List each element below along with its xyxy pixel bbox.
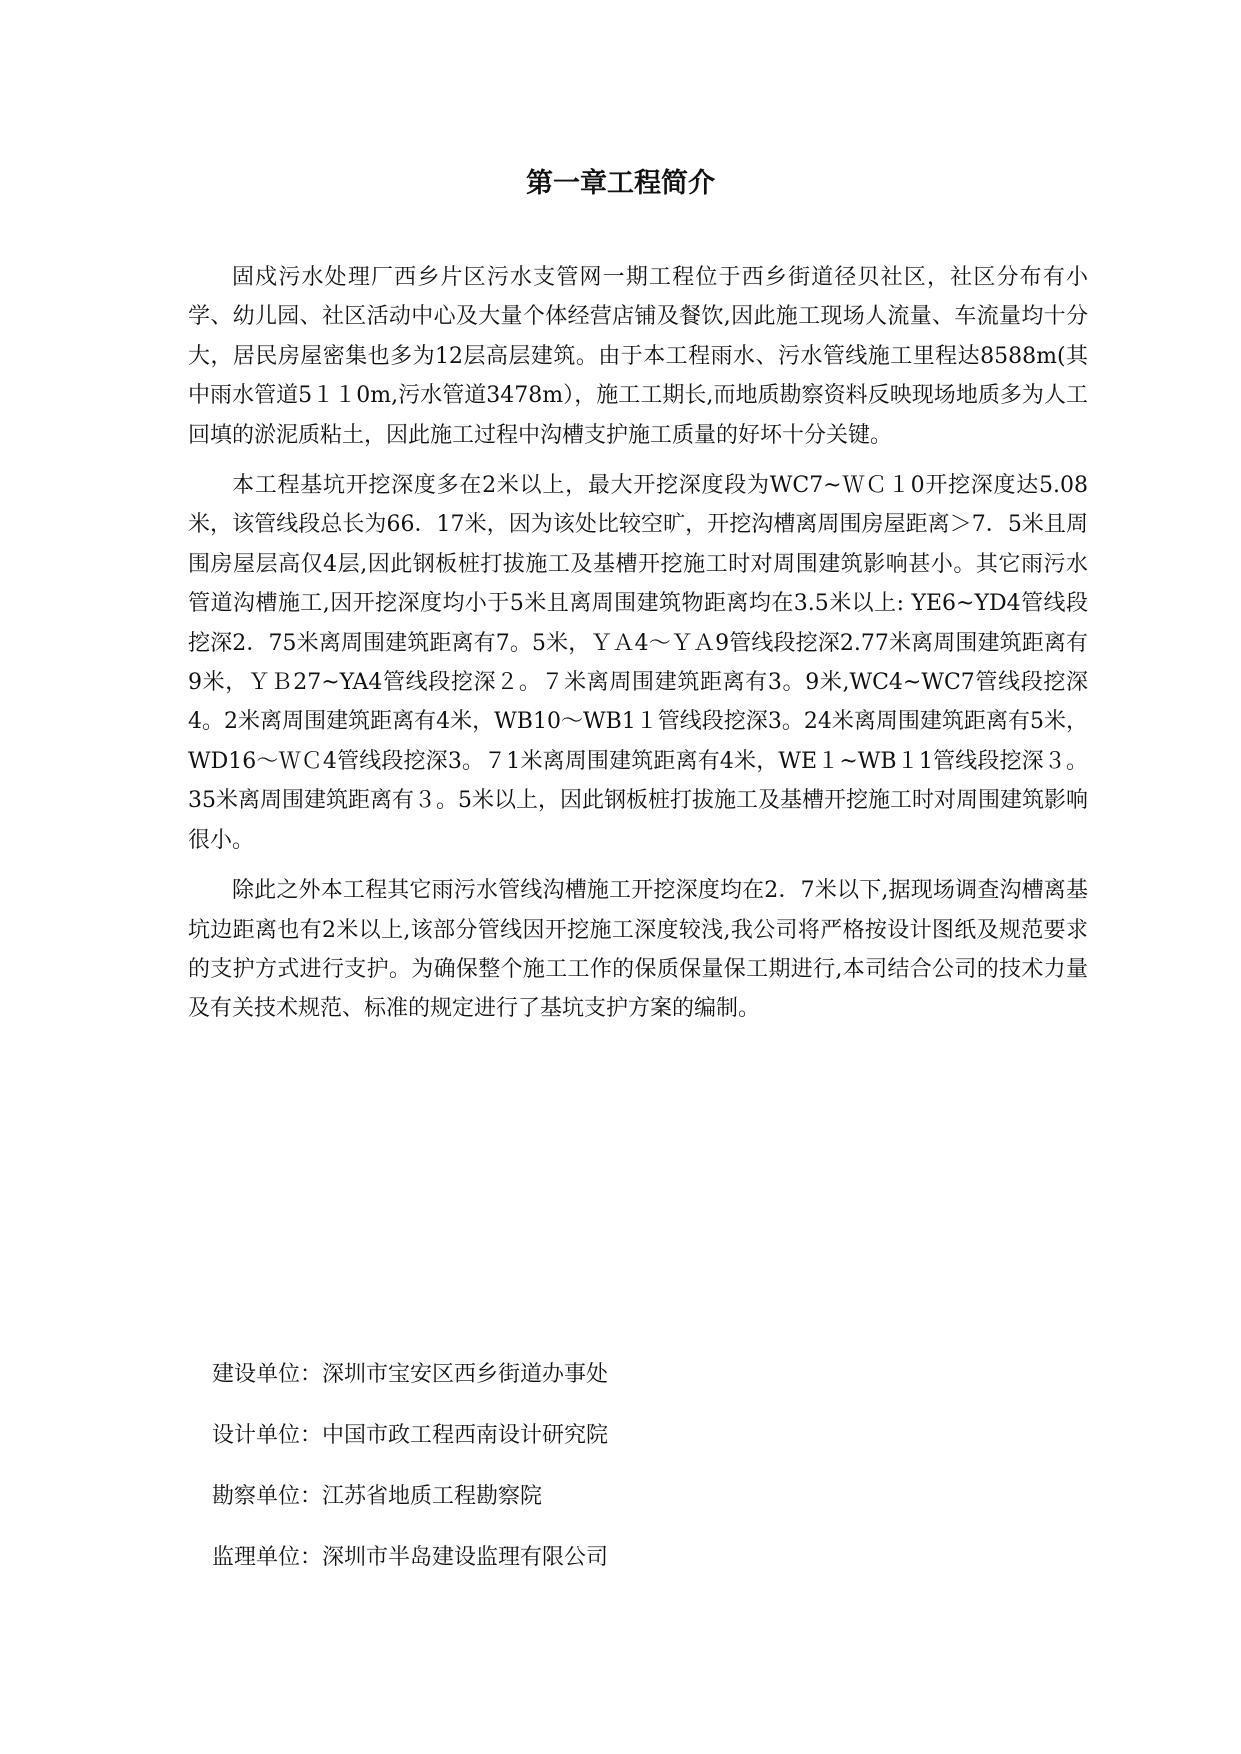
design-unit: 设计单位：中国市政工程西南设计研究院	[212, 1423, 609, 1448]
paragraph-support-plan: 除此之外本工程其它雨污水管线沟槽施工开挖深度均在2．7米以下,据现场调查沟槽离基坑边距离也有2米以上,该部分管线因开挖施工深度较浅,我公司将严格按设计图纸及规范要求的支护方式进行支护。为确保整个施工工作的保质保量保工期进行,本司结合公司的技术力量及有关技术规范、标准的规定进行了基坑支护方案的编制。	[188, 878, 1088, 1022]
body-text	[188, 258, 1088, 1029]
paragraph-project-location: 固戍污水处理厂西乡片区污水支管网一期工程位于西乡街道径贝社区，社区分布有小学、幼儿园、社区活动中心及大量个体经营店铺及餐饮,因此施工现场人流量、车流量均十分大，居民房屋密集也多为12层高层建筑。由于本工程雨水、污水管线施工里程达8588m(其中雨水管道5１１0m,污水管道3478m），施工工期长,而地质勘察资料反映现场地质多为人工回填的淤泥质粘土，因此施工过程中沟槽支护施工质量的好坏十分关键。	[188, 265, 1088, 448]
chapter-title: 第一章工程简介	[526, 168, 715, 199]
paragraph-excavation-depth: 本工程基坑开挖深度多在2米以上，最大开挖深度段为WC7~ＷＣ１0开挖深度达5.08米，该管线段总长为66．17米，因为该处比较空旷，开挖沟槽离周围房屋距离＞7．5米且周围房屋层高仅4层,因此钢板桩打拔施工及基槽开挖施工时对周围建筑影响甚小。其它雨污水管道沟槽施工,因开挖深度均小于5米且离周围建筑物距离均在3.5米以上: YE6~YD4管线段挖深2．75米离周围建筑距离有7。5米，ＹＡ4～ＹＡ9管线段挖深2.77米离周围建筑距离有9米，ＹＢ27~YA4管线段挖深２。７米离周围建筑距离有3。9米,WC4~WC7管线段挖深4。2米离周围建筑距离有4米，WB10～WB1１管线段挖深3。24米离周围建筑距离有5米，WD16～ＷＣ4管线段挖深3。７1米离周围建筑距离有4米，WE１~WB１1管线段挖深３。35米离周围建筑距离有３。5米以上，因此钢板桩打拔施工及基槽开挖施工时对周围建筑影响很小。	[188, 473, 1088, 853]
supervision-unit: 监理单位：深圳市半岛建设监理有限公司	[212, 1545, 609, 1570]
construction-unit: 建设单位：深圳市宝安区西乡街道办事处	[212, 1362, 609, 1387]
project-units-list	[212, 1360, 1092, 1604]
survey-unit: 勘察单位：江苏省地质工程勘察院	[212, 1484, 543, 1509]
